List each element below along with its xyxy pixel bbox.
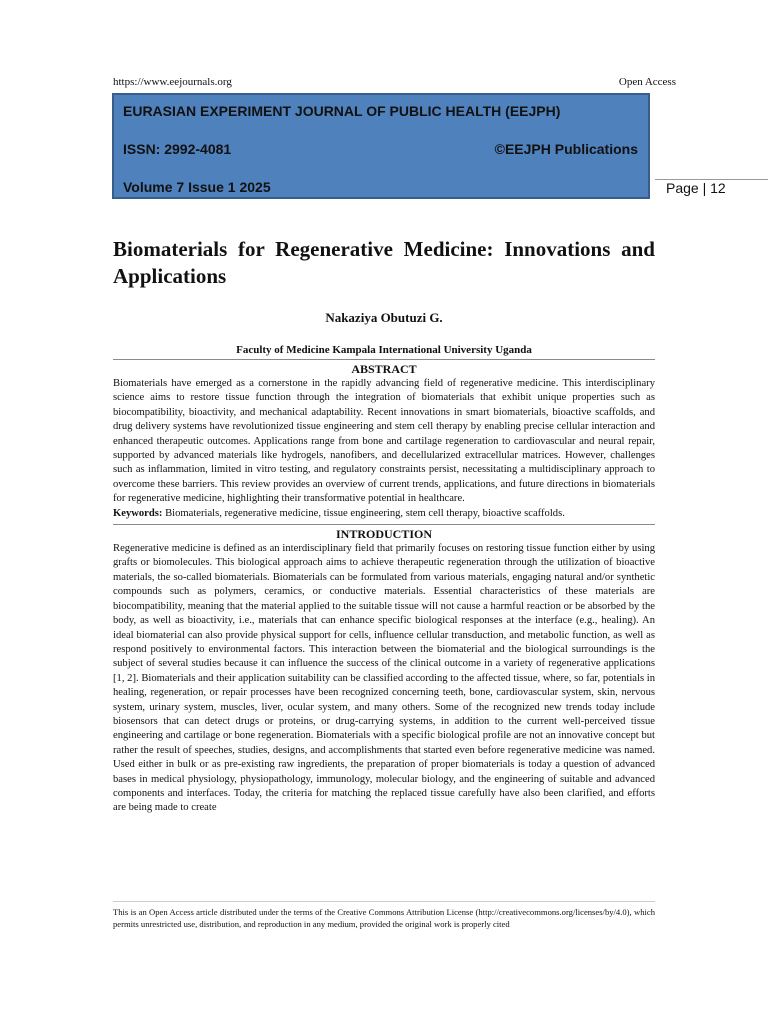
journal-url[interactable]: https://www.eejournals.org bbox=[113, 76, 232, 88]
volume-issue: Volume 7 Issue 1 2025 bbox=[123, 179, 271, 195]
keywords-label: Keywords: bbox=[113, 507, 163, 519]
issn: ISSN: 2992-4081 bbox=[123, 141, 232, 157]
journal-banner bbox=[112, 93, 650, 199]
license-footer: This is an Open Access article distributed under the terms of the Creative Commons Attribution License (http://creativecommons.org/licenses/by/4.0), which permits unrestricted use, distribution, and reproduction in any medium, provided the original work is properly cited bbox=[113, 907, 655, 929]
introduction-text: Regenerative medicine is defined as an interdisciplinary field that primarily focuses on restoring tissue function either by using grafts or biomolecules. This biological approach aims to achieve therapeutic regeneration through the utilization of bioactive materials, the so-called biomaterials. Biomaterials can be formulated from various materials, engaging natural and/or synthetic compounds such as polymers, ceramics, or conductive materials. Essential characteristics of these materials are biocompatibility, meaning that the material applied to the suitable tissue will not cause a harmful reaction or be absorbed by the body, as well as bioactivity, i.e., materials that can enhance specific biological responses at the interface (e.g., healing). An ideal biomaterial can also provide physical support for cells, influence cellular transduction, and metabolic function, as well as respond positively to environmental factors. This interaction between the biomaterial and the biological surroundings is the subject of several studies because it can influence the success of the clinical outcome in a variety of regenerative applications [1, 2]. Biomaterials and their application suitability can be classified according to the affected tissue, where, so far, potentials in healing, regeneration, or repair processes have been recognized concerning teeth, bone, cardiovascular system, skin, nervous system, urinary system, muscles, liver, ocular system, and many others. Some of the recognized new trends today include biosensors that can detect drugs or proteins, or drug-carrying systems, in addition to the current well-perceived tissue engineering and cartilage or bone regeneration. Biomaterials with a specific biological profile are not an innovative concept but rather the result of speeches, studies, designs, and accomplishments that started even before regenerative medicine was named. Used either in bulk or as pre-existing raw ingredients, the preparation of proper biomaterials is today a question of advanced bases in medical physiology, physiopathology, immunology, molecular biology, and the engineering of suitable and advanced components and interfaces. Today, the criteria for matching the replaced tissue carefully have also been clarified, and efforts are being made to create bbox=[113, 543, 655, 814]
abstract-heading: ABSTRACT bbox=[351, 362, 417, 376]
keywords-line bbox=[113, 507, 655, 521]
article-title: Biomaterials for Regenerative Medicine: Innovations and Applications bbox=[113, 237, 655, 288]
keywords-list: Biomaterials, regenerative medicine, tissue engineering, stem cell therapy, bioactive scaffolds. bbox=[162, 507, 565, 519]
author-name: Nakaziya Obutuzi G. bbox=[325, 310, 443, 325]
article-content bbox=[113, 236, 655, 816]
open-access-label: Open Access bbox=[618, 76, 676, 88]
divider bbox=[113, 359, 655, 360]
page-number: Page | 12 bbox=[666, 180, 726, 196]
footer-divider bbox=[113, 901, 655, 902]
publisher: ©EEJPH Publications bbox=[494, 141, 638, 157]
divider bbox=[113, 524, 655, 525]
abstract-text: Biomaterials have emerged as a cornerstone in the rapidly advancing field of regenerative medicine. This interdisciplinary science aims to restore tissue function through the integration of biomaterials that exhibit unique properties such as biocompatibility, bioactivity, and mechanical adaptability. Recent innovations in smart biomaterials, bioactive scaffolds, and drug delivery systems have revolutionized tissue engineering and stem cell therapy by enabling precise cellular interaction and enhanced therapeutic outcomes. Applications range from bone and cartilage regeneration to cardiovascular and neural repair, supported by advanced materials like hydrogels, nanofibers, and decellularized extracellular matrices. However, challenges such as inflammation, limited in vitro testing, and regulatory constraints persist, necessitating a multidisciplinary approach to overcome these barriers. This review provides an overview of current trends, applications, and future directions in biomaterials for regenerative medicine, highlighting their transformative potential in healthcare. bbox=[113, 378, 655, 505]
introduction-heading: INTRODUCTION bbox=[335, 527, 432, 542]
author-affiliation: Faculty of Medicine Kampala International University Uganda bbox=[236, 344, 532, 356]
journal-name: EURASIAN EXPERIMENT JOURNAL OF PUBLIC HEALTH (EEJPH) bbox=[123, 103, 561, 119]
